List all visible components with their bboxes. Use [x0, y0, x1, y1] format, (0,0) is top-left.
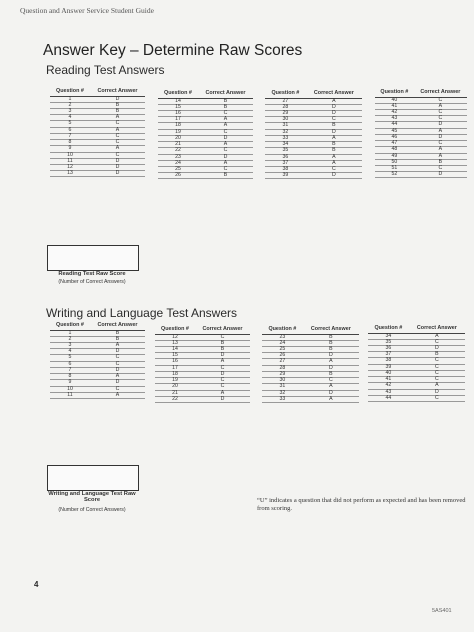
reading-table-1 [50, 89, 145, 177]
correct-answer: B [90, 336, 145, 342]
question-number: 1 [50, 330, 90, 336]
correct-answer: D [303, 353, 359, 359]
question-column-header: Question # [265, 91, 306, 98]
correct-answer: C [409, 364, 465, 370]
question-number: 47 [375, 141, 414, 147]
correct-answer: D [409, 346, 465, 352]
correct-answer: C [414, 97, 467, 103]
question-number: 22 [158, 148, 198, 154]
question-number: 15 [158, 104, 198, 110]
correct-answer: B [90, 102, 145, 108]
correct-answer: C [90, 355, 145, 361]
question-number: 49 [375, 153, 414, 159]
correct-answer: D [414, 122, 467, 128]
question-number: 32 [262, 390, 303, 396]
answer-column-header: Correct Answer [90, 323, 145, 330]
question-number: 15 [155, 353, 195, 359]
correct-answer: D [90, 171, 145, 177]
answer-column-header: Correct Answer [303, 327, 359, 334]
question-number: 27 [265, 98, 306, 104]
question-number: 7 [50, 133, 90, 139]
question-number: 33 [262, 396, 303, 402]
correct-answer: D [414, 134, 467, 140]
question-number: 22 [155, 396, 195, 402]
correct-answer: D [306, 129, 362, 135]
correct-answer: B [306, 142, 362, 148]
correct-answer: A [195, 390, 250, 396]
question-number: 35 [265, 148, 306, 154]
reading-table-2 [158, 91, 253, 179]
reading-score-sublabel: (Number of Correct Answers) [58, 279, 126, 285]
writing-table-4 [368, 326, 465, 402]
question-number: 23 [262, 334, 303, 340]
correct-answer: B [409, 352, 465, 358]
question-number: 34 [368, 333, 409, 339]
correct-answer: D [90, 380, 145, 386]
correct-answer: A [306, 135, 362, 141]
removed-question-note: “U” indicates a question that did not perform as expected and has been removed from scoring. [257, 497, 466, 513]
correct-answer: C [409, 370, 465, 376]
question-number: 17 [158, 117, 198, 123]
correct-answer: C [90, 361, 145, 367]
question-number: 28 [265, 104, 306, 110]
correct-answer: C [90, 133, 145, 139]
question-number: 30 [262, 378, 303, 384]
correct-answer: C [195, 334, 250, 340]
correct-answer: D [306, 104, 362, 110]
correct-answer: B [195, 347, 250, 353]
correct-answer: B [303, 334, 359, 340]
correct-answer: D [198, 135, 253, 141]
answer-column-header: Correct Answer [409, 326, 465, 333]
question-number: 24 [158, 160, 198, 166]
question-number: 16 [158, 111, 198, 117]
writing-table-3 [262, 327, 359, 403]
correct-answer: A [303, 396, 359, 402]
question-number: 46 [375, 134, 414, 140]
correct-answer: B [198, 173, 253, 179]
correct-answer: A [414, 147, 467, 153]
correct-answer: D [195, 396, 250, 402]
question-number: 50 [375, 159, 414, 165]
correct-answer: A [90, 392, 145, 398]
correct-answer: B [195, 340, 250, 346]
question-number: 3 [50, 109, 90, 115]
question-number: 42 [368, 383, 409, 389]
answer-row [155, 396, 250, 402]
question-number: 4 [50, 349, 90, 355]
answer-row [50, 392, 145, 398]
question-number: 48 [375, 147, 414, 153]
question-number: 40 [368, 370, 409, 376]
correct-answer: C [195, 365, 250, 371]
question-number: 11 [50, 392, 90, 398]
question-column-header: Question # [158, 91, 198, 98]
question-number: 9 [50, 146, 90, 152]
question-number: 44 [375, 122, 414, 128]
correct-answer: D [303, 390, 359, 396]
question-number: 40 [375, 97, 414, 103]
question-number: 32 [265, 129, 306, 135]
question-number: 2 [50, 336, 90, 342]
question-number: 37 [265, 160, 306, 166]
writing-heading: Writing and Language Test Answers [46, 306, 238, 320]
question-number: 20 [158, 135, 198, 141]
correct-answer: A [306, 160, 362, 166]
question-number: 11 [50, 158, 90, 164]
correct-answer: A [414, 128, 467, 134]
correct-answer: C [195, 384, 250, 390]
question-number: 6 [50, 361, 90, 367]
correct-answer: A [195, 359, 250, 365]
correct-answer: C [90, 140, 145, 146]
correct-answer: C [409, 377, 465, 383]
question-number: 41 [368, 377, 409, 383]
correct-answer: D [90, 164, 145, 170]
question-number: 39 [368, 364, 409, 370]
correct-answer: D [90, 367, 145, 373]
correct-answer: C [90, 152, 145, 158]
correct-answer: C [198, 129, 253, 135]
question-number: 12 [50, 164, 90, 170]
writing-score-label: Writing and Language Test Raw Score [48, 491, 136, 504]
question-number: 25 [158, 166, 198, 172]
correct-answer: A [198, 123, 253, 129]
correct-answer: C [198, 111, 253, 117]
question-number: 18 [155, 371, 195, 377]
question-number: 51 [375, 165, 414, 171]
correct-answer: B [303, 340, 359, 346]
correct-answer: D [409, 389, 465, 395]
reading-heading: Reading Test Answers [46, 63, 165, 77]
correct-answer: D [90, 96, 145, 102]
question-number: 19 [158, 129, 198, 135]
question-number: 30 [265, 117, 306, 123]
correct-answer: B [303, 371, 359, 377]
answer-column-header: Correct Answer [306, 91, 362, 98]
question-number: 20 [155, 384, 195, 390]
correct-answer: C [303, 378, 359, 384]
correct-answer: B [198, 104, 253, 110]
question-number: 19 [155, 378, 195, 384]
correct-answer: A [303, 359, 359, 365]
correct-answer: B [198, 98, 253, 104]
correct-answer: A [90, 115, 145, 121]
question-number: 34 [265, 142, 306, 148]
answer-row [368, 395, 465, 401]
correct-answer: C [198, 166, 253, 172]
correct-answer: B [306, 148, 362, 154]
question-number: 25 [262, 347, 303, 353]
correct-answer: D [198, 154, 253, 160]
question-number: 36 [368, 346, 409, 352]
question-number: 38 [265, 166, 306, 172]
question-number: 6 [50, 127, 90, 133]
question-number: 1 [50, 96, 90, 102]
correct-answer: C [409, 358, 465, 364]
answer-row [265, 173, 362, 179]
question-number: 33 [265, 135, 306, 141]
question-number: 38 [368, 358, 409, 364]
question-number: 35 [368, 339, 409, 345]
correct-answer: C [90, 121, 145, 127]
question-number: 31 [262, 384, 303, 390]
reading-table-4 [375, 90, 467, 178]
answer-row [262, 396, 359, 402]
question-number: 10 [50, 386, 90, 392]
writing-table-2 [155, 327, 250, 403]
correct-answer: D [306, 111, 362, 117]
reading-table-3 [265, 91, 362, 179]
correct-answer: C [198, 148, 253, 154]
correct-answer: A [198, 160, 253, 166]
question-number: 43 [368, 389, 409, 395]
writing-score-sublabel: (Number of Correct Answers) [58, 507, 126, 513]
correct-answer: A [409, 383, 465, 389]
correct-answer: C [90, 386, 145, 392]
answer-column-header: Correct Answer [414, 90, 467, 97]
question-number: 12 [155, 334, 195, 340]
correct-answer: D [195, 371, 250, 377]
question-number: 13 [155, 340, 195, 346]
question-number: 31 [265, 123, 306, 129]
question-number: 36 [265, 154, 306, 160]
correct-answer: D [414, 172, 467, 178]
correct-answer: C [409, 395, 465, 401]
question-number: 14 [158, 98, 198, 104]
correct-answer: D [195, 353, 250, 359]
question-number: 44 [368, 395, 409, 401]
document-code: 5AS401 [432, 608, 452, 614]
correct-answer: B [303, 347, 359, 353]
question-number: 37 [368, 352, 409, 358]
correct-answer: A [90, 374, 145, 380]
correct-answer: B [306, 123, 362, 129]
question-column-header: Question # [375, 90, 414, 97]
question-column-header: Question # [50, 89, 90, 96]
correct-answer: A [409, 333, 465, 339]
running-header: Question and Answer Service Student Guide [20, 6, 154, 15]
correct-answer: C [414, 110, 467, 116]
correct-answer: B [90, 109, 145, 115]
correct-answer: A [90, 343, 145, 349]
question-number: 5 [50, 355, 90, 361]
question-number: 5 [50, 121, 90, 127]
reading-score-label: Reading Test Raw Score [58, 271, 126, 277]
question-number: 13 [50, 171, 90, 177]
question-number: 26 [158, 173, 198, 179]
question-number: 9 [50, 380, 90, 386]
question-column-header: Question # [155, 327, 195, 334]
question-number: 23 [158, 154, 198, 160]
correct-answer: D [90, 158, 145, 164]
question-number: 4 [50, 115, 90, 121]
question-number: 7 [50, 367, 90, 373]
question-number: 24 [262, 340, 303, 346]
question-number: 41 [375, 103, 414, 109]
question-number: 18 [158, 123, 198, 129]
correct-answer: C [195, 378, 250, 384]
correct-answer: B [90, 330, 145, 336]
writing-table-1 [50, 323, 145, 399]
question-number: 16 [155, 359, 195, 365]
question-number: 43 [375, 116, 414, 122]
question-number: 3 [50, 343, 90, 349]
answer-column-header: Correct Answer [198, 91, 253, 98]
question-column-header: Question # [368, 326, 409, 333]
correct-answer: A [303, 384, 359, 390]
question-number: 21 [158, 142, 198, 148]
correct-answer: A [90, 127, 145, 133]
correct-answer: A [198, 142, 253, 148]
answer-row [50, 171, 145, 177]
question-number: 14 [155, 347, 195, 353]
question-number: 21 [155, 390, 195, 396]
writing-raw-score-box[interactable] [47, 465, 139, 491]
question-number: 8 [50, 374, 90, 380]
correct-answer: C [414, 141, 467, 147]
question-number: 52 [375, 172, 414, 178]
question-number: 29 [262, 371, 303, 377]
correct-answer: B [414, 159, 467, 165]
question-number: 39 [265, 173, 306, 179]
answer-column-header: Correct Answer [195, 327, 250, 334]
answer-column-header: Correct Answer [90, 89, 145, 96]
correct-answer: C [414, 116, 467, 122]
correct-answer: A [306, 154, 362, 160]
correct-answer: D [303, 365, 359, 371]
question-number: 27 [262, 359, 303, 365]
answer-row [158, 173, 253, 179]
correct-answer: C [306, 117, 362, 123]
correct-answer: A [414, 103, 467, 109]
page-number: 4 [34, 580, 39, 589]
question-number: 29 [265, 111, 306, 117]
question-number: 26 [262, 353, 303, 359]
correct-answer: C [409, 339, 465, 345]
question-number: 10 [50, 152, 90, 158]
question-number: 45 [375, 128, 414, 134]
correct-answer: C [306, 166, 362, 172]
correct-answer: A [198, 117, 253, 123]
answer-row [375, 172, 467, 178]
question-number: 2 [50, 102, 90, 108]
question-number: 8 [50, 140, 90, 146]
question-number: 28 [262, 365, 303, 371]
correct-answer: D [90, 349, 145, 355]
question-number: 17 [155, 365, 195, 371]
correct-answer: A [90, 146, 145, 152]
correct-answer: D [306, 173, 362, 179]
question-column-header: Question # [262, 327, 303, 334]
page-title: Answer Key – Determine Raw Scores [43, 42, 303, 59]
correct-answer: C [414, 165, 467, 171]
question-number: 42 [375, 110, 414, 116]
question-column-header: Question # [50, 323, 90, 330]
reading-raw-score-box[interactable] [47, 245, 139, 271]
correct-answer: A [414, 153, 467, 159]
correct-answer: A [306, 98, 362, 104]
